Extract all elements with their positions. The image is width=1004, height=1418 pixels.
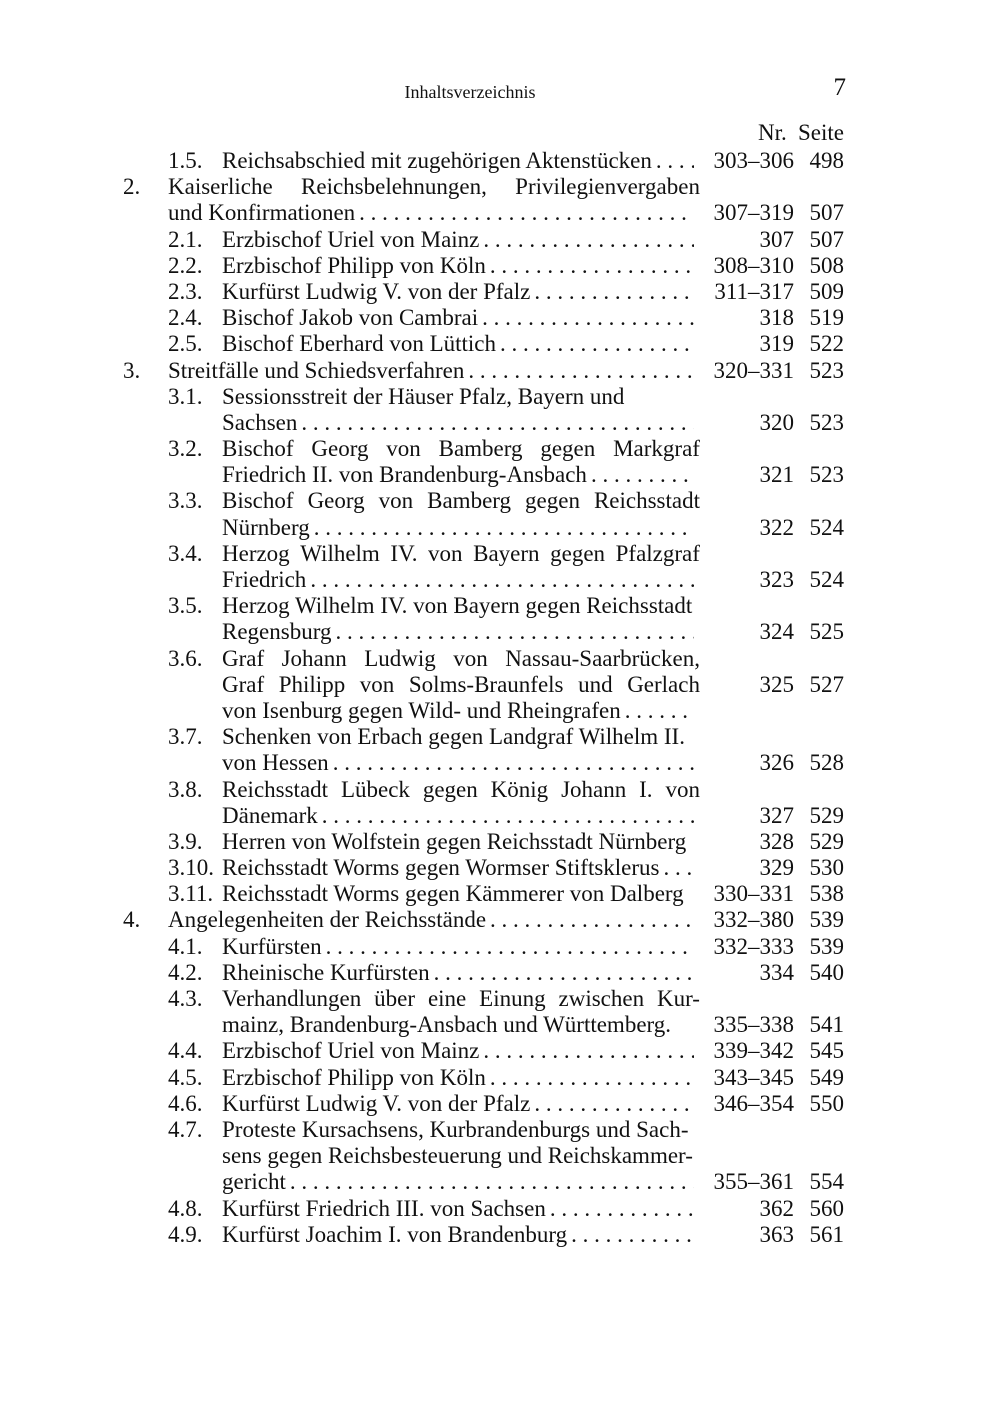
entry-title-text: Kurfürst Friedrich III. von Sachsen [222,1195,546,1221]
entry-title [222,488,700,514]
entry-title-word: von [378,488,414,514]
entry-page: 525 [809,619,844,645]
dot-leader [483,227,694,253]
toc-line [0,384,1004,410]
entry-title-text: von Isenburg gegen Wild- und Rheingrafen [222,697,621,723]
entry-title-word: zwischen [558,986,645,1011]
toc-line [0,698,1004,724]
toc-line [0,227,1004,253]
entry-title-word: Verhandlungen [222,986,362,1011]
entry-title [222,1038,700,1064]
entry-title [222,1196,700,1222]
toc-line [0,410,1004,436]
entry-title-word: Johann [281,645,347,671]
entry-nr: 355–361 [713,1169,794,1195]
dot-leader [326,934,694,960]
entry-title-text: Dänemark [222,802,318,828]
entry-title [222,646,700,672]
entry-title-text: Erzbischof Philipp von Köln [222,1064,486,1090]
entry-number: 3.9. [168,828,203,854]
toc-line [0,881,1004,907]
entry-number: 1.5. [168,148,203,173]
column-heading-nr: Nr. [758,120,787,145]
toc-line [0,488,1004,514]
toc-line [0,777,1004,803]
entry-title [222,148,700,174]
entry-number: 4.1. [168,933,203,959]
entry-title-word: Graf [222,671,265,697]
entry-title [222,777,700,803]
entry-title [222,1169,700,1195]
entry-title [222,410,700,436]
entry-title [222,567,700,593]
entry-nr: 318 [759,305,794,331]
entry-number: 2.1. [168,226,203,252]
entry-title-text: und Konfirmationen [168,200,356,226]
entry-title [222,1222,700,1248]
entry-nr: 324 [759,619,794,645]
entry-number: 4.7. [168,1116,203,1142]
entry-title-word: von [359,671,395,697]
entry-page: 507 [809,200,844,226]
dot-leader [483,1038,694,1064]
entry-title-word: gegen [525,488,580,514]
entry-title-text: Erzbischof Uriel von Mainz [222,226,480,252]
entry-number: 3.1. [168,383,203,409]
entry-number: 4.2. [168,959,203,985]
entry-nr: 332–380 [713,907,794,933]
entry-title-word: eine [427,986,467,1011]
entry-nr: 343–345 [713,1064,794,1090]
dot-leader [534,279,694,305]
toc-line [0,672,1004,698]
entry-number: 4.6. [168,1090,203,1116]
entry-title [222,724,700,750]
entry-nr: 334 [759,959,794,985]
entry-title-text: Kurfürst Ludwig V. von der Pfalz [222,278,531,304]
entry-title-word: von [386,436,421,462]
entry-number: 3.2. [168,436,203,462]
entry-title-word: Privilegienvergaben [515,174,700,200]
entry-title [222,986,700,1012]
toc-line [0,986,1004,1012]
entry-title [222,279,700,305]
toc-line [0,1169,1004,1195]
toc-line [0,960,1004,986]
entry-title-word: gegen [422,776,478,802]
toc-line [0,934,1004,960]
entry-nr: 325 [759,671,794,697]
entry-title-text: Angelegenheiten der Reichsstände [168,907,487,933]
entry-title-word: Bamberg [438,436,523,462]
toc-line [0,646,1004,672]
entry-title [222,829,700,855]
entry-number: 3. [123,357,141,383]
entry-title [222,1012,700,1038]
entry-title-text: Erzbischof Uriel von Mainz [222,1038,480,1064]
entry-title-text: Kurfürst Joachim I. von Brandenburg [222,1221,568,1247]
entry-page: 538 [809,881,844,907]
entry-page: 528 [809,750,844,776]
dot-leader [591,462,694,488]
entry-page: 509 [809,278,844,304]
entry-page: 523 [809,357,844,383]
entry-title-text: Rheinische Kurfürsten [222,959,430,985]
entry-title [222,960,700,986]
entry-page: 530 [809,855,844,881]
entry-title-text: Friedrich II. von Brandenburg-Ansbach [222,462,587,488]
entry-nr: 320 [759,409,794,435]
entry-title-word: Gerlach [627,671,700,697]
entry-nr: 319 [759,331,794,357]
entry-nr: 308–310 [713,252,794,278]
entry-nr: 329 [759,855,794,881]
entry-title-word: Reichsbelehnungen, [301,174,487,200]
toc-line [0,253,1004,279]
toc-line [0,148,1004,174]
toc-line [0,1117,1004,1143]
entry-title-text: Regensburg [222,619,332,645]
dot-leader [468,358,694,384]
entry-title-word: von [428,540,463,566]
entry-number: 3.5. [168,593,203,619]
toc-line [0,855,1004,881]
entry-nr: 339–342 [713,1038,794,1064]
entry-page: 550 [809,1090,844,1116]
entry-title-word: Philipp [278,671,346,697]
entry-page: 522 [809,331,844,357]
toc-line [0,803,1004,829]
dot-leader [333,750,694,776]
entry-number: 2.2. [168,252,203,278]
entry-page: 508 [809,252,844,278]
dot-leader [625,698,694,724]
entry-title-word: von [453,645,488,671]
entry-title [168,907,700,933]
entry-number: 3.8. [168,776,203,802]
entry-page: 524 [809,567,844,592]
column-heading-seite: Seite [798,120,844,145]
entry-nr: 335–338 [713,1012,794,1038]
entry-title [222,305,700,331]
entry-title-text: Schenken von Erbach gegen Landgraf Wilhelm II. [222,724,685,750]
entry-page: 523 [809,462,844,488]
toc-line [0,331,1004,357]
entry-number: 4.8. [168,1195,203,1221]
entry-page: 554 [809,1169,844,1195]
entry-page: 507 [809,226,844,252]
entry-number: 3.11. [168,881,214,907]
toc-line [0,1065,1004,1091]
entry-title-word: Nassau-Saarbrücken, [505,645,700,671]
entry-nr: 323 [759,567,794,592]
dot-leader [490,1065,694,1091]
entry-title-text: Proteste Kursachsens, Kurbrandenburgs und Sach- [222,1116,689,1142]
toc-line [0,358,1004,384]
entry-number: 3.4. [168,540,203,566]
entry-nr: 362 [759,1195,794,1221]
entry-title-text: Bischof Jakob von Cambrai [222,305,479,331]
entry-title-word: IV. [390,540,418,566]
entry-title [222,1117,700,1143]
entry-number: 4.9. [168,1221,203,1247]
entry-nr: 327 [759,802,794,828]
dot-leader [500,331,694,357]
toc-line [0,567,1004,593]
entry-number: 2.3. [168,278,203,304]
toc-line [0,174,1004,200]
dot-leader [490,907,694,933]
entry-title-text: Reichsstadt Worms gegen Wormser Stiftsklerus [222,855,660,881]
toc-line [0,541,1004,567]
toc-line [0,619,1004,645]
entry-title-text: Herren von Wolfstein gegen Reichsstadt Nürnberg [222,828,687,854]
entry-title [168,358,700,384]
entry-title-text: Friedrich [222,567,307,592]
dot-leader [571,1222,694,1248]
entry-title [222,934,700,960]
entry-title [222,672,700,698]
dot-leader [434,960,694,986]
entry-nr: 311–317 [714,278,794,304]
entry-title [222,881,700,907]
entry-title [168,174,700,200]
entry-nr: 320–331 [713,357,794,383]
entry-title-word: Markgraf [613,436,700,462]
entry-title-text: Bischof Eberhard von Lüttich [222,331,497,357]
entry-title-word: Bayern [473,540,540,566]
page-number: 7 [833,74,846,101]
entry-page: 527 [809,671,844,697]
entry-nr: 321 [759,462,794,488]
entry-number: 3.3. [168,488,203,514]
toc-line [0,907,1004,933]
entry-title [168,200,700,226]
entry-title [222,593,700,619]
entry-title [222,1091,700,1117]
entry-page: 519 [809,305,844,331]
entry-page: 541 [809,1012,844,1038]
dot-leader [534,1091,694,1117]
entry-title-word: Georg [311,436,369,462]
entry-title-text: Sachsen [222,409,298,435]
entry-title [222,515,700,541]
entry-nr: 330–331 [713,881,794,907]
entry-number: 4.3. [168,986,203,1011]
entry-nr: 332–333 [713,933,794,959]
toc-line [0,829,1004,855]
toc-line [0,200,1004,226]
entry-nr: 307 [759,226,794,252]
entry-number: 4. [123,907,141,933]
entry-title [222,803,700,829]
dot-leader [359,200,694,226]
entry-title-word: Reichsstadt [222,776,329,802]
toc-line [0,593,1004,619]
entry-title [222,227,700,253]
dot-leader [301,410,694,436]
entry-title-word: gegen [550,540,606,566]
entry-page: 561 [809,1221,844,1247]
dot-leader [314,515,694,541]
toc-line [0,1012,1004,1038]
entry-title [222,331,700,357]
entry-page: 524 [809,514,844,540]
entry-title-word: Reichsstadt [593,488,700,514]
entry-number: 2. [123,174,141,200]
entry-title-word: von [665,776,700,802]
entry-title-word: Bischof [222,436,294,462]
entry-title-text: Streitfälle und Schiedsverfahren [168,357,465,383]
entry-nr: 322 [759,514,794,540]
entry-page: 529 [809,802,844,828]
toc-line [0,436,1004,462]
dot-leader [664,855,694,881]
dot-leader [482,305,694,331]
running-title: Inhaltsverzeichnis [404,82,536,102]
entry-title [222,855,700,881]
toc-line [0,750,1004,776]
entry-title-text: sens gegen Reichsbesteuerung und Reichskammer- [222,1143,693,1169]
dot-leader [656,148,694,174]
entry-page: 498 [809,148,844,173]
entry-title-word: Bamberg [427,488,512,514]
entry-title-word: Pfalzgraf [615,540,700,566]
entry-number: 4.4. [168,1038,203,1064]
toc-line [0,1143,1004,1169]
toc-line [0,724,1004,750]
entry-title-text: gericht [222,1169,286,1195]
toc-line [0,462,1004,488]
entry-title-word: Kur- [657,986,700,1011]
entry-number: 3.7. [168,724,203,750]
entry-page: 545 [809,1038,844,1064]
toc-line [0,1091,1004,1117]
entry-title [222,698,700,724]
dot-leader [310,567,694,593]
table-of-contents [0,148,1004,1248]
dot-leader [335,619,694,645]
entry-title [222,541,700,567]
entry-page: 529 [809,828,844,854]
entry-title-word: Graf [222,645,265,671]
entry-number: 2.5. [168,331,203,357]
entry-title [222,619,700,645]
entry-title-word: Solms-Braunfels [408,671,564,697]
entry-title-text: Kurfürsten [222,933,322,959]
toc-line [0,1038,1004,1064]
entry-title-word: König [490,776,549,802]
toc-line [0,305,1004,331]
entry-nr: 363 [759,1221,794,1247]
entry-nr: 326 [759,750,794,776]
entry-page: 539 [809,907,844,933]
entry-title-text: von Hessen [222,750,329,776]
entry-nr: 346–354 [713,1090,794,1116]
dot-leader [290,1169,694,1195]
entry-page: 523 [809,409,844,435]
toc-line [0,1222,1004,1248]
entry-number: 3.10. [168,855,214,881]
entry-page: 549 [809,1064,844,1090]
entry-title-word: und [578,671,613,697]
entry-title-word: Georg [307,488,365,514]
entry-page: 540 [809,959,844,985]
entry-nr: 307–319 [713,200,794,226]
entry-number: 3.6. [168,645,203,671]
entry-title-text: mainz, Brandenburg-Ansbach und Württemberg. [222,1012,672,1038]
entry-title-text: Herzog Wilhelm IV. von Bayern gegen Reichsstadt [222,593,693,619]
entry-title [222,436,700,462]
entry-title-word: Bischof [222,488,294,514]
entry-title [222,750,700,776]
entry-number: 4.5. [168,1064,203,1090]
entry-title-word: Johann [561,776,627,802]
entry-title-text: Nürnberg [222,514,310,540]
entry-title-word: gegen [540,436,596,462]
entry-title-word: über [374,986,416,1011]
entry-title-word: Einung [479,986,546,1011]
dot-leader [550,1196,694,1222]
entry-title-text: Reichsstadt Worms gegen Kämmerer von Dalberg [222,881,684,907]
entry-title-word: Lübeck [340,776,410,802]
entry-title-text: Reichsabschied mit zugehörigen Aktenstücken [222,148,652,173]
entry-nr: 328 [759,828,794,854]
entry-title [222,1143,700,1169]
entry-title [222,462,700,488]
entry-title [222,384,700,410]
entry-page: 560 [809,1195,844,1221]
entry-title [222,1065,700,1091]
entry-title-word: Kaiserliche [168,174,273,200]
entry-nr: 303–306 [713,148,794,173]
toc-line [0,279,1004,305]
toc-line [0,515,1004,541]
entry-number: 2.4. [168,305,203,331]
entry-title-word: I. [639,776,653,802]
entry-title-text: Sessionsstreit der Häuser Pfalz, Bayern und [222,383,625,409]
dot-leader [490,253,694,279]
entry-title-word: Herzog [222,540,290,566]
dot-leader [322,803,694,829]
entry-title-text: Kurfürst Ludwig V. von der Pfalz [222,1090,531,1116]
entry-title-word: Ludwig [364,645,436,671]
entry-page: 539 [809,933,844,959]
entry-title-text: Erzbischof Philipp von Köln [222,252,486,278]
toc-line [0,1196,1004,1222]
entry-title-word: Wilhelm [300,540,380,566]
entry-title [222,253,700,279]
